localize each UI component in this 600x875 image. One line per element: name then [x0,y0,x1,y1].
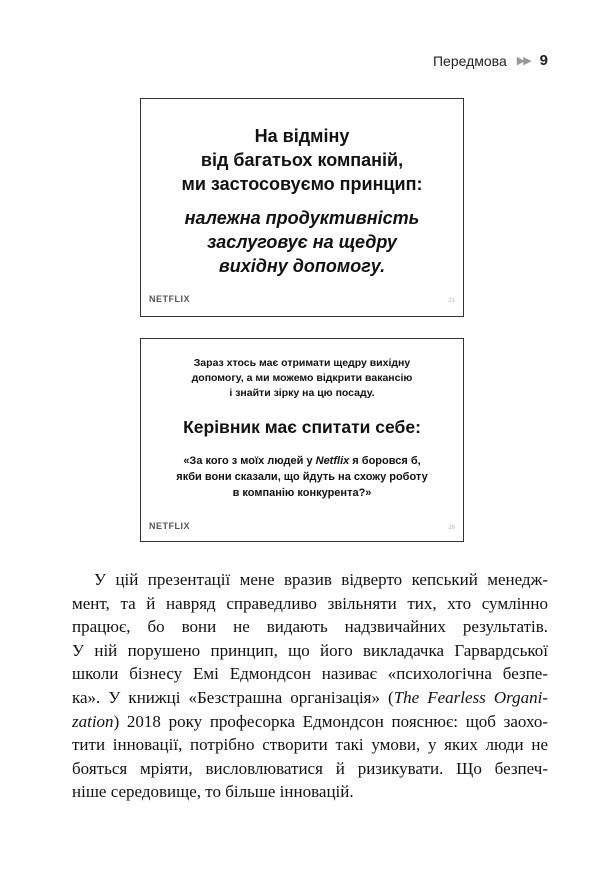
quote-text: «За кого з моїх людей у [183,455,316,467]
slide-heading: Керівник має спитати себе: [183,417,421,437]
slide-principle-line: належна продуктивність [184,208,420,228]
paragraph-line: бояться мріяти, висловлюватися й ризикувати. Що безпеч- [72,758,548,778]
section-title: Передмова [432,52,507,69]
slide-keeper-test [140,338,464,542]
paragraph-text: ) 2018 року професорка Едмондсон пояснює: щоб заохо- [113,711,548,731]
slide-title-line: На відміну [254,126,350,146]
slide-intro [141,356,463,401]
body-paragraph [72,568,548,804]
paragraph-line: працює, бо вони не видають надзвичайних результатів. [72,617,548,637]
double-arrow-icon: ▶▶ [516,55,530,67]
slide-number: 26 [448,525,455,531]
quote-emphasis: Netflix [315,455,350,467]
slide-intro-line: і знайти зірку на цю посаду. [229,387,375,399]
slide-quote-line [141,453,463,469]
paragraph-line: мент, та й навряд справедливо звільняти тих, хто сумлінно [72,593,548,613]
paragraph-line: школи бізнесу Емі Едмондсон називає «психологічна безпе- [72,664,548,684]
slide-title-line: від багатьох компаній, [200,150,404,170]
paragraph-line: У ній порушено принцип, що його викладачка Гарвардської [72,640,548,660]
slide-performance-severance [140,98,464,317]
netflix-logo: NETFLIX [149,521,190,531]
paragraph-line: У цій презентації мене вразив відверто кепський менедж- [94,570,548,589]
running-header [433,52,548,69]
slide-principle-line: вихідну допомогу. [218,256,386,276]
paragraph-line [72,686,548,710]
slide-quote-line: якби вони сказали, що йдуть на схожу роботу [176,471,428,483]
paragraph-text: ка». У книжці «Безстрашна організація» ( [72,687,394,707]
slide-quote-line: в компанію конкурента?» [232,487,372,499]
slide-intro-line: допомогу, а ми можемо відкрити вакансію [191,372,413,384]
slide-number: 21 [448,298,455,304]
paragraph-line: ніше середовище, то більше інновацій. [72,782,354,802]
page-number: 9 [539,52,548,69]
slide-principle [141,206,463,278]
paragraph-line: тити інновації, потрібно створити такі умови, у яких люди не [72,735,548,755]
slide-title [141,124,463,196]
slide-quote [141,453,463,501]
slide-title-line: ми застосовуємо принцип: [181,174,423,194]
quote-text: я боровся б, [349,455,421,467]
slide-principle-line: заслуговує на щедру [207,232,397,252]
book-title: zation [72,711,114,731]
netflix-logo: NETFLIX [149,294,190,304]
slide-intro-line: Зараз хтось має отримати щедру вихідну [193,357,411,369]
paragraph-line [72,710,548,734]
book-title: The Fearless Organi- [393,687,548,707]
